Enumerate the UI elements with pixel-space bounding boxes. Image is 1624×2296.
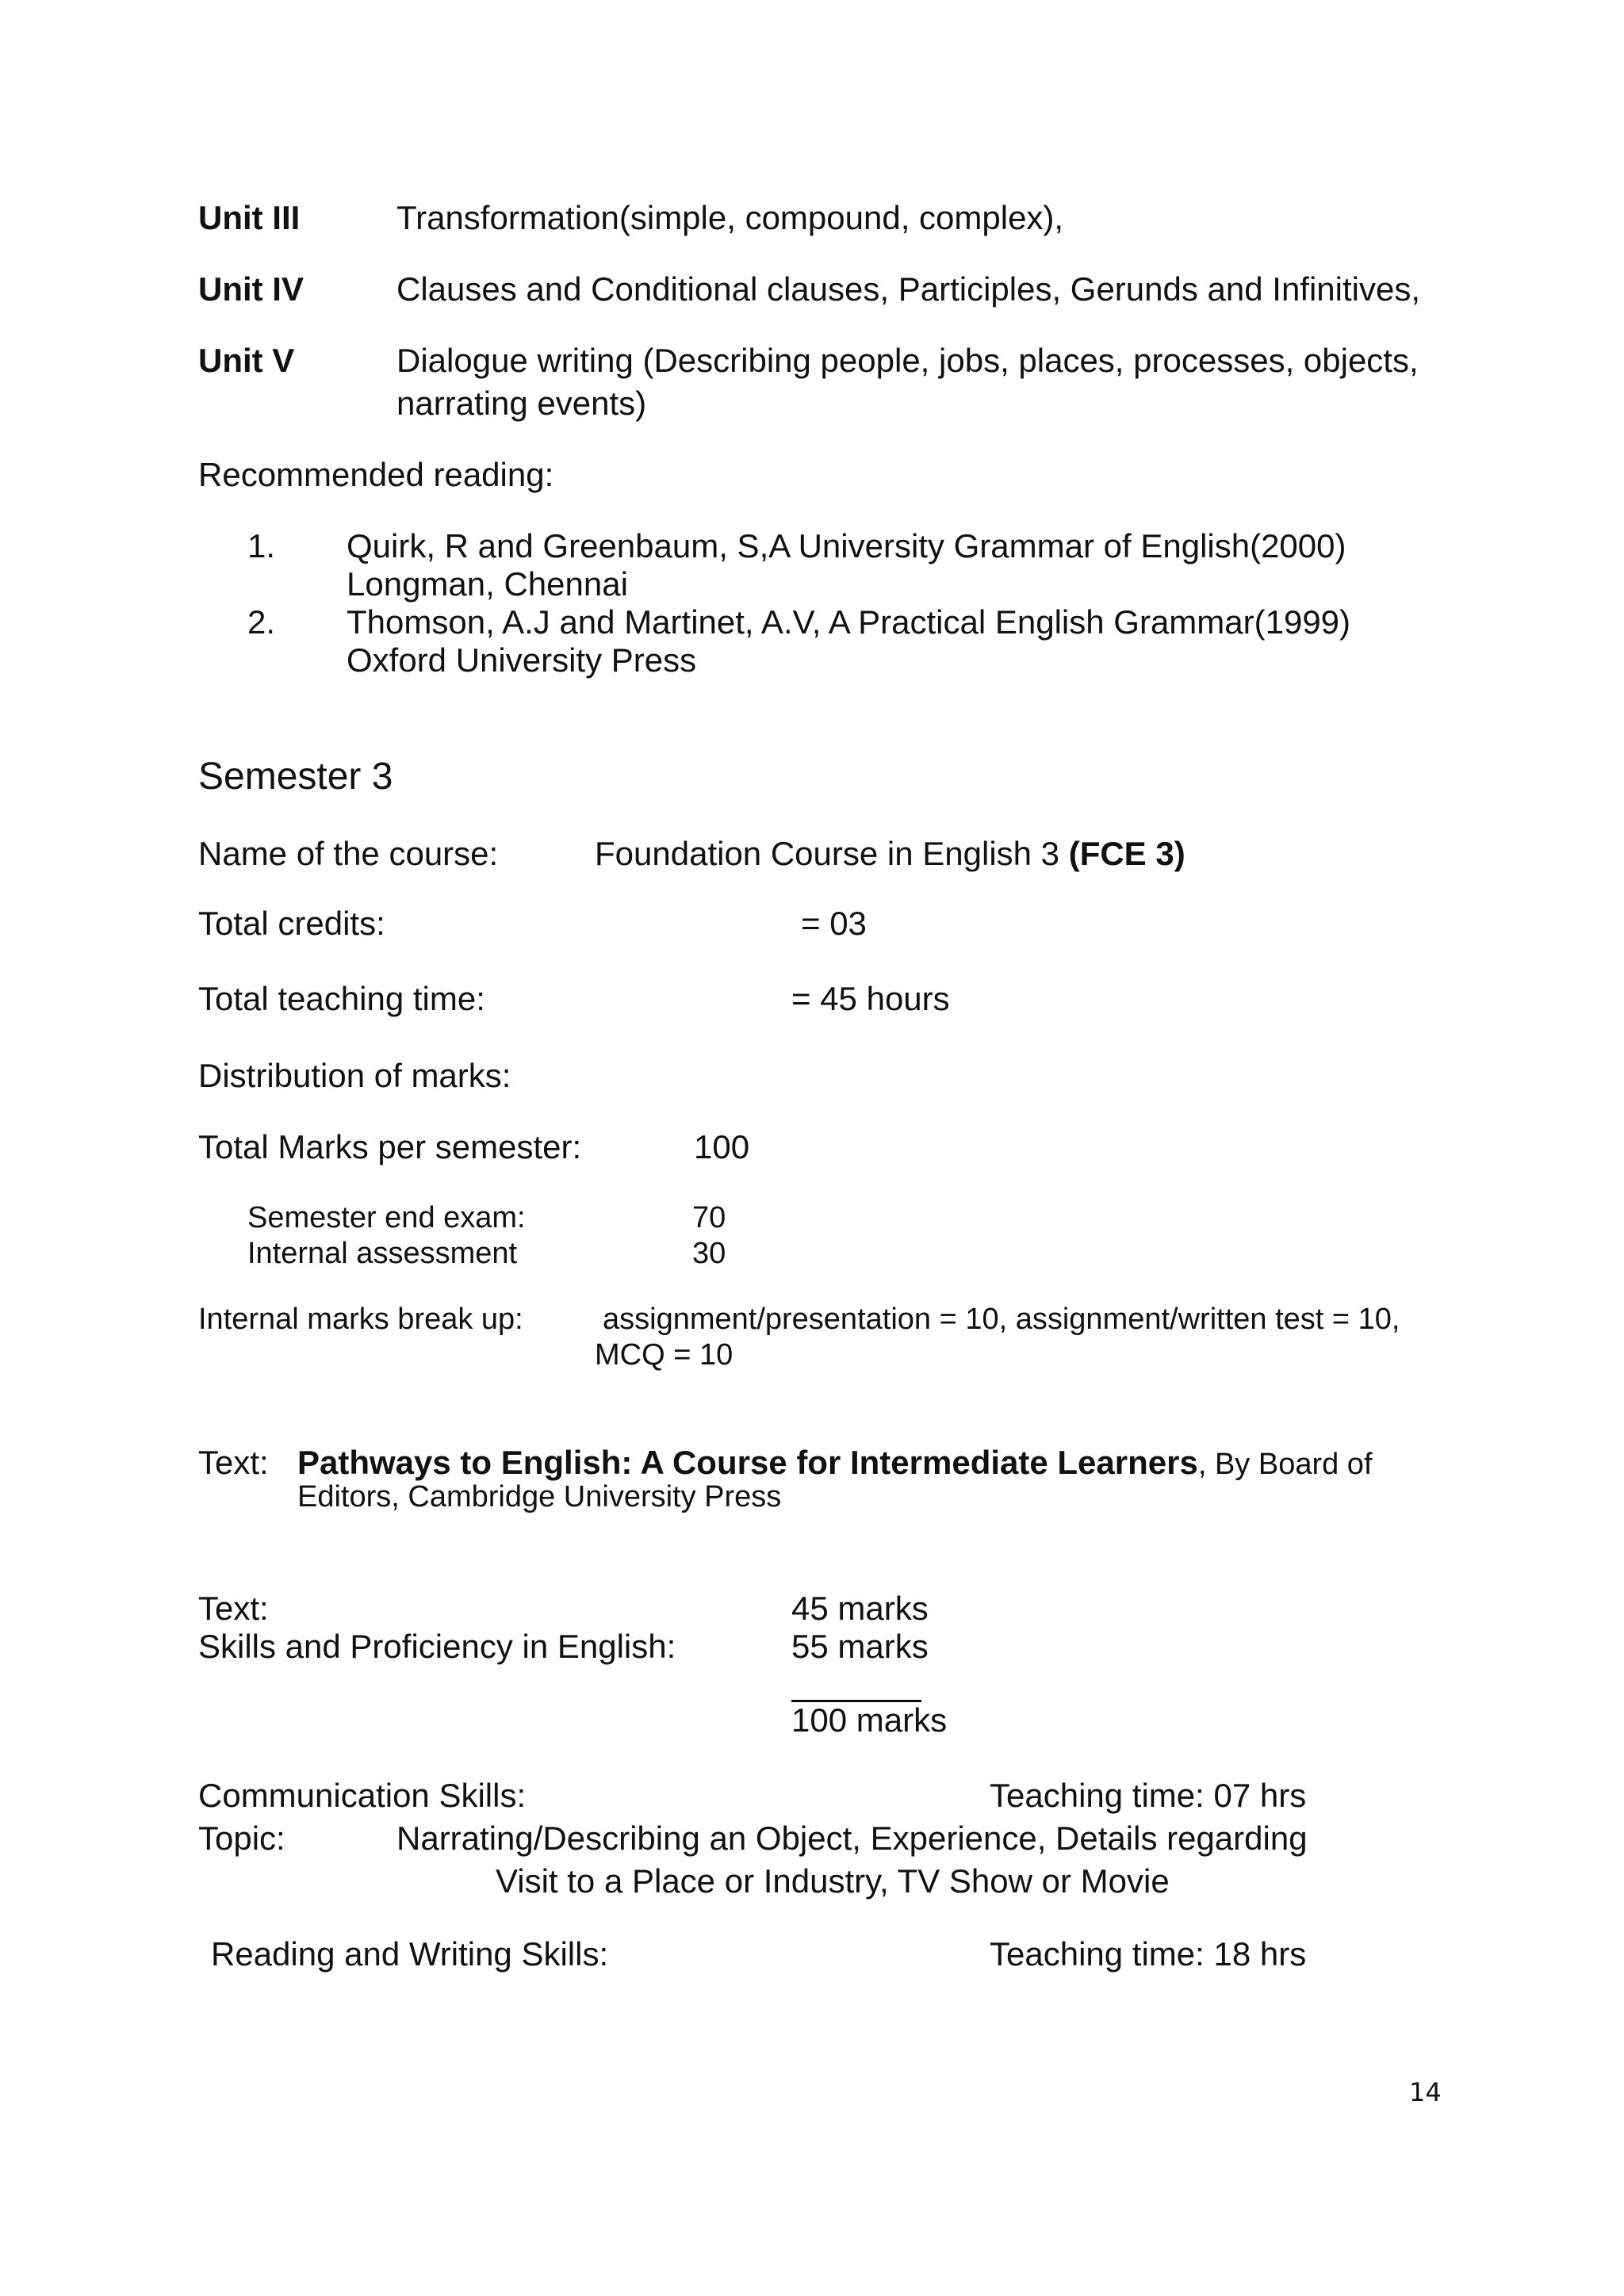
reading-time: Teaching time: 18 hrs <box>990 1935 1307 1973</box>
unit-v-label: Unit V <box>198 342 295 379</box>
communication-label: Communication Skills: <box>198 1777 527 1814</box>
reading-label: Reading and Writing Skills: <box>211 1935 609 1973</box>
textbook-label: Text: <box>198 1444 269 1481</box>
credits-label: Total credits: <box>198 905 385 942</box>
marks-text-value: 45 marks <box>791 1590 929 1627</box>
exam-label: Semester end exam: <box>247 1201 526 1234</box>
unit-v-text-line2: narrating events) <box>396 385 647 422</box>
marks-skills-label: Skills and Proficiency in English: <box>198 1628 676 1665</box>
topic-line2: Visit to a Place or Industry, TV Show or Movie <box>496 1862 1170 1900</box>
ref-2-line2: Oxford University Press <box>347 641 697 679</box>
textbook-line2: Editors, Cambridge University Press <box>297 1480 782 1513</box>
communication-time: Teaching time: 07 hrs <box>990 1777 1307 1814</box>
teaching-time-value: = 45 hours <box>791 980 950 1017</box>
ref-2-number: 2. <box>247 603 276 641</box>
distribution-label: Distribution of marks: <box>198 1057 511 1094</box>
unit-iv-text: Clauses and Conditional clauses, Participles, Gerunds and Infinitives, <box>396 270 1421 308</box>
breakup-label: Internal marks break up: <box>198 1303 523 1336</box>
breakup-line2: MCQ = 10 <box>595 1338 733 1372</box>
unit-v-text: Dialogue writing (Describing people, jobs, places, processes, objects, <box>396 342 1419 379</box>
marks-skills-value: 55 marks <box>791 1628 929 1665</box>
ref-1-number: 1. <box>247 527 276 564</box>
textbook-title: Pathways to English: A Course for Intermediate Learners <box>297 1444 1198 1481</box>
page-number: 14 <box>1409 2077 1442 2107</box>
total-marks-label: Total Marks per semester: <box>198 1128 582 1165</box>
course-code: (FCE 3) <box>1068 835 1185 872</box>
ref-1-line1: Quirk, R and Greenbaum, S,A University Grammar of English(2000) <box>347 527 1346 564</box>
marks-total-value: 100 marks <box>791 1701 948 1739</box>
topic-label: Topic: <box>198 1820 285 1857</box>
total-marks-value: 100 <box>694 1128 750 1165</box>
marks-text-label: Text: <box>198 1590 269 1627</box>
recommended-heading: Recommended reading: <box>198 456 554 493</box>
textbook-by: , By Board of <box>1197 1448 1373 1481</box>
semester-title: Semester 3 <box>198 756 393 798</box>
exam-value: 70 <box>692 1201 726 1234</box>
teaching-time-label: Total teaching time: <box>198 980 485 1017</box>
breakup-line1: assignment/presentation = 10, assignment/written test = 10, <box>603 1303 1400 1336</box>
unit-iv-label: Unit IV <box>198 270 304 308</box>
internal-value: 30 <box>692 1237 726 1270</box>
unit-iii-label: Unit III <box>198 199 301 236</box>
internal-label: Internal assessment <box>247 1237 518 1270</box>
course-label: Name of the course: <box>198 835 499 872</box>
topic-line1: Narrating/Describing an Object, Experience, Details regarding <box>396 1820 1308 1857</box>
credits-value: = 03 <box>801 905 867 942</box>
ref-1-line2: Longman, Chennai <box>347 565 628 603</box>
course-name: Foundation Course in English 3 (FCE 3) <box>595 835 1185 872</box>
ref-2-line1: Thomson, A.J and Martinet, A.V, A Practical English Grammar(1999) <box>347 603 1351 641</box>
unit-iii-text: Transformation(simple, compound, complex), <box>396 199 1064 236</box>
